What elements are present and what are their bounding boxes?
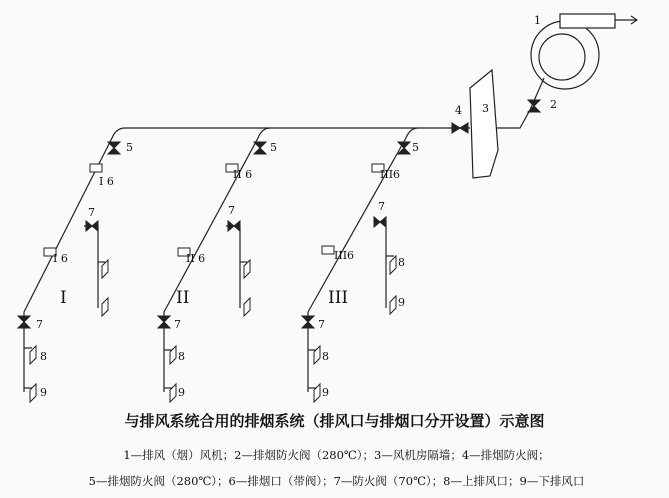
branch-2-fire-damper-7-symbol (158, 316, 170, 328)
branch-1-lower-exhaust-outlet-9 (102, 298, 108, 316)
exhaust-fan-casing (531, 21, 599, 89)
branch-1-upper-smoke-outlet-6 (90, 164, 102, 172)
branch-2-exhaust-leg (226, 226, 240, 308)
zone-label-3: III (328, 288, 349, 308)
label-branch-2-leg-damper-7: 7 (228, 204, 235, 217)
fire-damper-4-symbol (452, 123, 468, 133)
branch-3-lower-smoke-outlet-6 (322, 246, 334, 254)
branch-2-riser (164, 138, 258, 312)
branch-3-riser (308, 138, 406, 312)
branch-1-damper-5-symbol (108, 142, 120, 154)
branch-2-damper-5-symbol (254, 142, 266, 154)
label-damper-4: 4 (455, 104, 462, 117)
main-exhaust-duct (112, 128, 470, 138)
branch-3-upper-exhaust-outlet-8 (390, 256, 396, 274)
fan-room-partition-wall (470, 70, 498, 178)
label-wall-3: 3 (482, 102, 489, 115)
branch-1-riser-upper-outlet-8 (30, 346, 36, 364)
label-branch-2-riser-outlet-8: 8 (178, 350, 185, 363)
label-fan-1: 1 (534, 14, 541, 27)
label-branch-3-lower-outlet: III6 (334, 249, 355, 262)
label-branch-2-damper-5: 5 (270, 141, 277, 154)
label-branch-1-riser-outlet-8: 8 (40, 350, 47, 363)
label-branch-3-riser-outlet-8: 8 (322, 350, 329, 363)
label-branch-1-riser-outlet-9: 9 (40, 386, 47, 399)
label-branch-3-riser-outlet-9: 9 (322, 386, 329, 399)
label-branch-3-damper-5: 5 (412, 141, 419, 154)
exhaust-fan-outlet-duct (560, 14, 615, 28)
branch-3-riser-upper-outlet-8 (314, 346, 320, 364)
legend-line-1: 1—排风（烟）风机；2—排烟防火阀（280℃）；3—风机房隔墙；4—排烟防火阀； (123, 448, 550, 462)
branch-2-riser-lower-outlet-9 (170, 384, 176, 402)
label-branch-1-damper-5: 5 (126, 141, 133, 154)
legend-line-2: 5—排烟防火阀（280℃）；6—排烟口（带阀）；7—防火阀（70℃）；8—上排风口；9—下排风口 (88, 474, 585, 488)
exhaust-fan-hub (539, 34, 585, 80)
branch-1-riser-lower-outlet-9 (30, 384, 36, 402)
branch-3-riser-lower-outlet-9 (314, 384, 320, 402)
label-branch-2-riser-damper-7: 7 (174, 318, 181, 331)
diagram-title: 与排风系统合用的排烟系统（排风口与排烟口分开设置）示意图 (124, 412, 545, 430)
label-branch-3-upper-outlet: III6 (380, 168, 401, 181)
label-branch-3-upper-outlet-8: 8 (398, 256, 405, 269)
label-branch-1-riser-damper-7: 7 (36, 318, 43, 331)
zone-label-2: II (176, 288, 190, 308)
label-branch-2-upper-outlet: II 6 (233, 168, 253, 181)
label-branch-1-lower-outlet: I 6 (53, 252, 68, 265)
branch-3-lower-exhaust-outlet-9 (390, 296, 396, 314)
label-branch-2-lower-outlet: II 6 (186, 252, 206, 265)
label-branch-1-upper-outlet: I 6 (99, 175, 114, 188)
branch-1-upper-exhaust-outlet-8 (102, 260, 108, 278)
branch-2-riser-upper-outlet-8 (170, 346, 176, 364)
label-branch-2-riser-outlet-9: 9 (178, 386, 185, 399)
label-branch-3-lower-outlet-9: 9 (398, 296, 405, 309)
label-branch-3-leg-damper-7: 7 (378, 200, 385, 213)
branch-3-exhaust-leg (374, 222, 386, 308)
branch-1-exhaust-leg (84, 226, 98, 308)
branch-2-lower-exhaust-outlet-9 (244, 298, 250, 316)
fire-damper-2-symbol (528, 100, 540, 112)
branch-2-upper-exhaust-outlet-8 (244, 260, 250, 278)
branch-1-fire-damper-7-symbol (18, 316, 30, 328)
label-branch-3-riser-damper-7: 7 (318, 318, 325, 331)
zone-label-1: I (60, 288, 67, 308)
branch-3-fire-damper-7-symbol (302, 316, 314, 328)
label-branch-1-leg-damper-7: 7 (88, 206, 95, 219)
label-damper-2: 2 (550, 98, 557, 111)
